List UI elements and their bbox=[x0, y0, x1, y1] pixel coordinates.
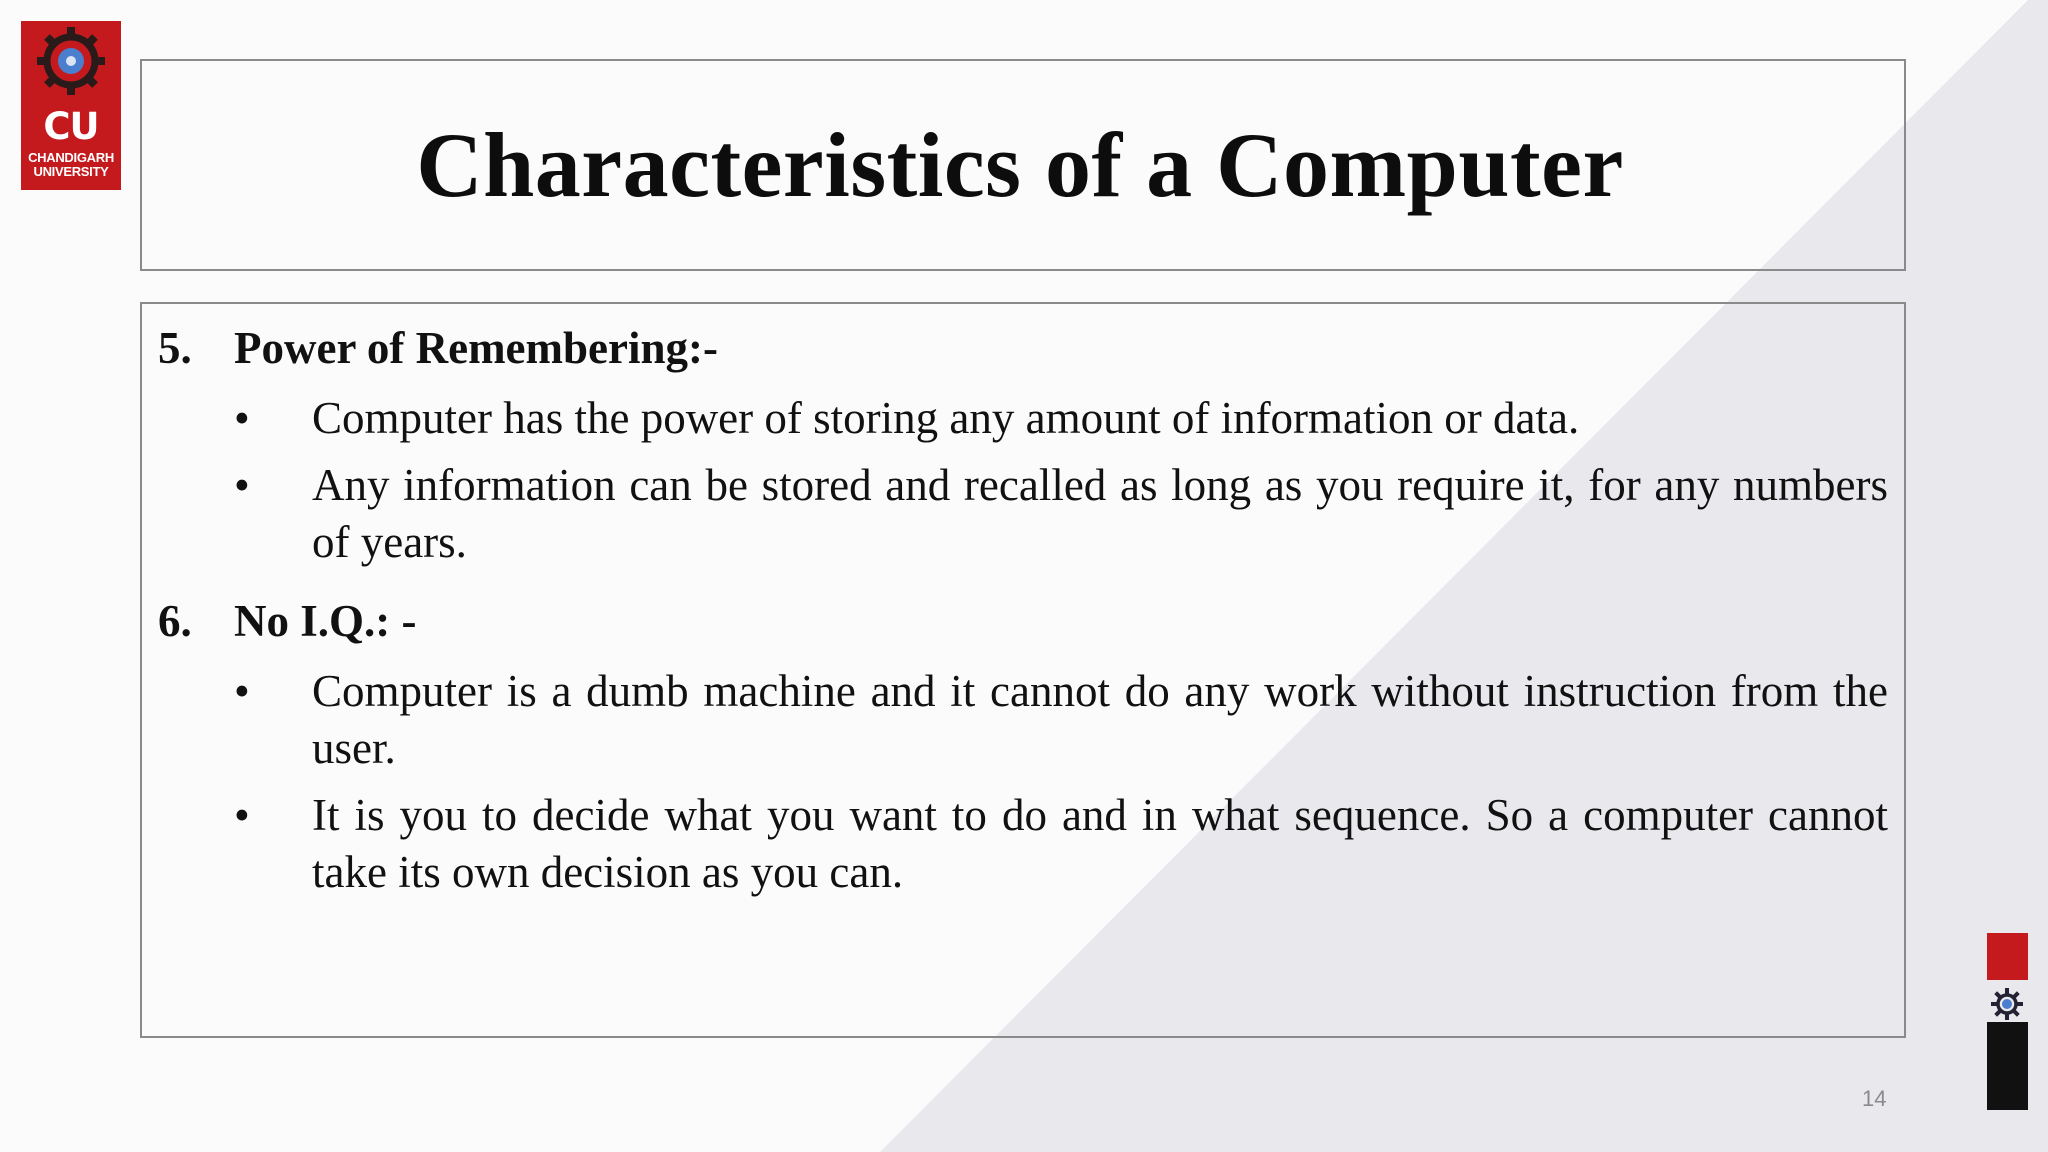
bullet-item bbox=[158, 390, 1888, 447]
gear-emblem-icon bbox=[21, 21, 121, 105]
section-heading bbox=[158, 589, 1888, 653]
title-box bbox=[140, 59, 1906, 271]
bullet-list bbox=[158, 390, 1888, 571]
section-power-of-remembering bbox=[158, 316, 1888, 571]
section-title: Power of Remembering:- bbox=[234, 323, 718, 373]
side-brand-bar-black bbox=[1987, 1022, 2028, 1110]
bullet-text: Computer is a dumb machine and it cannot do any work without instruction from the user. bbox=[312, 666, 1888, 773]
logo-university-name bbox=[21, 151, 121, 179]
bullet-text: Any information can be stored and recalled as long as you require it, for any numbers of years. bbox=[312, 460, 1888, 567]
logo-name-line2: UNIVERSITY bbox=[33, 164, 109, 179]
side-brand-bar-red bbox=[1987, 933, 2028, 980]
section-no-iq bbox=[158, 589, 1888, 901]
bullet-marker: • bbox=[234, 790, 250, 840]
section-title: No I.Q.: - bbox=[234, 596, 417, 646]
bullet-marker: • bbox=[234, 666, 250, 716]
logo-name-line1: CHANDIGARH bbox=[28, 150, 114, 165]
page-number: 14 bbox=[1862, 1086, 1887, 1111]
bullet-marker: • bbox=[234, 460, 250, 510]
bullet-item bbox=[158, 787, 1888, 901]
section-number: 5. bbox=[158, 323, 192, 373]
bullet-marker: • bbox=[234, 393, 250, 443]
small-gear-icon bbox=[1989, 986, 2025, 1022]
bullet-text: It is you to decide what you want to do and in what sequence. So a computer cannot take its own decision as you can. bbox=[312, 790, 1888, 897]
section-number: 6. bbox=[158, 596, 192, 646]
content-box bbox=[140, 302, 1906, 1038]
university-logo bbox=[21, 21, 121, 190]
logo-abbreviation: CU bbox=[43, 105, 99, 148]
bullet-item bbox=[158, 663, 1888, 777]
slide-title: Characteristics of a Computer bbox=[416, 114, 1624, 216]
bullet-item bbox=[158, 457, 1888, 571]
section-heading bbox=[158, 316, 1888, 380]
bullet-text: Computer has the power of storing any amount of information or data. bbox=[312, 393, 1580, 443]
bullet-list bbox=[158, 663, 1888, 901]
